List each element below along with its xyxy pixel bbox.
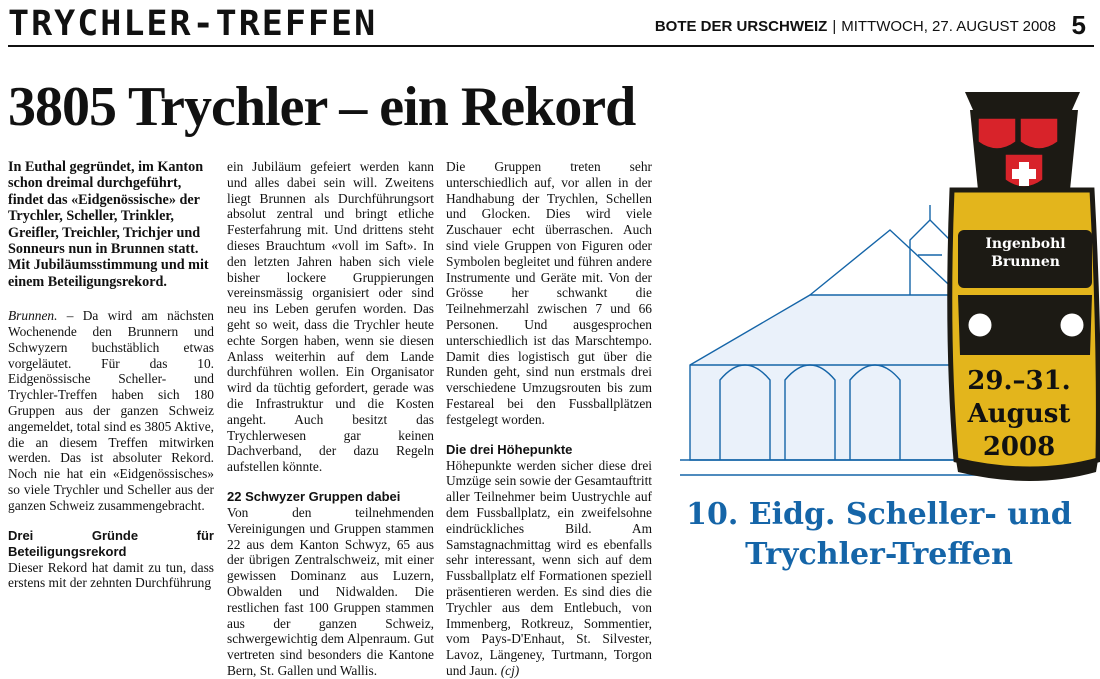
- paragraph-text: Da wird am nächsten Wochenende den Brunnern und Schwyzern buchstäblich etwas vorgeläutet. Für das 10. Eidgenössische Scheller- und Trychler-Treffen haben sich 180 Gruppen aus der ganzen Schweiz angemeldet, total sind es 3805 Aktive, die an diesem Treffen mitwirken werden. Das ist absoluter Rekord. Noch nie hat ein «Eidgenössisches» so viele Trychler und Scheller aus der ganzen Schweiz zusammengebracht.: [8, 308, 214, 513]
- publication-name: BOTE DER URSCHWEIZ: [654, 18, 828, 35]
- issue-date: MITTWOCH, 27. AUGUST 2008: [841, 18, 1056, 35]
- article-paragraph: [446, 458, 652, 679]
- poster-event-title: [660, 495, 1098, 575]
- dateline: Brunnen. –: [8, 308, 74, 324]
- location-line: Brunnen: [991, 254, 1060, 270]
- dates-line: 29.–31.: [967, 366, 1071, 396]
- section-rubric: TRYCHLER-TREFFEN: [8, 4, 378, 44]
- header-rule: [8, 45, 1094, 47]
- event-title-line: 10. Eidg. Scheller- und: [686, 497, 1072, 532]
- dates-line: August: [967, 399, 1071, 429]
- masthead: [655, 18, 1056, 36]
- article-lead: In Euthal gegründet, im Kanton schon dreimal durchgeführt, findet das «Eidgenössische» der Trychler, Scheller, Trinkler, Greifler, Treichler, Trichjer und Sonneurs nun in Brunnen statt. Mit Jubiläumsstimmung und mit einem Beteiligungsrekord.: [8, 159, 209, 290]
- article-paragraph: Von den teilnehmenden Vereinigungen und Gruppen stammen 22 aus dem Kanton Schwyz, 65 aus der übrigen Zentralschweiz, mit einer gewissen Dominanz aus Luzern, Obwalden und Nidwalden. Die restlichen fast 100 Gruppen stammen aus der ganzen Schweiz, schwergewichtig dem Alpenraum. Gut vertreten sind besonders die Kantone Bern, St. Gallen und Wallis.: [227, 504, 434, 678]
- masthead-separator: |: [832, 18, 837, 35]
- article-column-1: [8, 159, 214, 605]
- dates-line: 2008: [982, 432, 1056, 462]
- article-paragraph: Dieser Rekord hat damit zu tun, dass erstens mit der zehnten Durchführung: [8, 559, 214, 591]
- page-number: 5: [1071, 10, 1086, 40]
- poster-dates: [944, 365, 1094, 464]
- subhead-highlights: Die drei Höhepunkte: [446, 441, 573, 457]
- poster-location: [958, 235, 1093, 271]
- article-paragraph-continued: Die Gruppen treten sehr unterschiedlich auf, vor allen in der Handhabung der Trychlen, Schellen und Glocken. Dies wird viele Zuschauer echt überraschen. Auch sind viele Gruppen von Figuren oder Symbolen begleitet und führen andere Instrumente und Geräte mit. Von der Grösse her schwankt die Teilnehmerzahl zwischen 7 und 66 Personen. Und ausgesprochen unterschiedlich ist das Marschtempo. Damit dies logistisch gut über die Runden geht, sind nun erstmals drei verschiedene Umzugsrouten bis zum Festareal bei den Fussballplätzen festgelegt worden.: [446, 159, 652, 427]
- article-column-3: [446, 159, 653, 678]
- event-poster: [660, 80, 1098, 605]
- subhead-schwyz-groups: 22 Schwyzer Gruppen dabei: [227, 488, 401, 504]
- event-title-line: Trychler-Treffen: [745, 537, 1013, 572]
- author-signature: (cj): [500, 662, 520, 678]
- chapel-drawing: [680, 205, 980, 475]
- article-column-2: [227, 159, 434, 678]
- paragraph-text: Höhepunkte werden sicher diese drei Umzüge sein sowie der Gesamtauftritt aller Teilnehmer beim Uustrychle auf dem Fussballplatz, ein zweifelsohne eindrückliches Bild. Am Samstagnachmittag wird es ebenfalls sehr interessant, wenn sich auf dem Fussballplatz elf Formationen speziell präsentieren werden. Es sind dies die Trychler aus dem Entlebuch, von Immenberg, Rotkreuz, Sommentier, vom Pays-D'Enhaut, St. Silvester, Lavoz, Längeney, Turtmann, Torgon und Jaun.: [446, 457, 653, 678]
- article-headline: 3805 Trychler – ein Rekord: [8, 76, 636, 138]
- article-paragraph: [8, 308, 214, 513]
- article-paragraph-continued: ein Jubiläum gefeiert werden kann und alles dabei sein will. Zweitens liegt Brunnen als Durchführungsort absolut zentral und bringt etliche Festerfahrung mit. Und drittens steht dieses Brauchtum «voll im Saft». In den letzten Jahren haben sich viele bisher lockere Gruppierungen vereinsmässig organisiert oder sind neu ins Leben gerufen worden. Das geht so weit, dass die Trychler heute echte Sorgen haben, wenn sie diesen Anlass weiterhin auf dem Lande durchführen wollen. Ein Organisator wird da tüchtig gefordert, gerade was die Infrastruktur und die Kosten angeht. Auch besitzt das Trychlerwesen gar keinen Dachverband, der dazu Regeln aufstellen könnte.: [227, 159, 434, 475]
- subhead-reasons: Drei Gründe für Beteiligungsrekord: [8, 527, 214, 559]
- location-line: Ingenbohl: [985, 236, 1066, 252]
